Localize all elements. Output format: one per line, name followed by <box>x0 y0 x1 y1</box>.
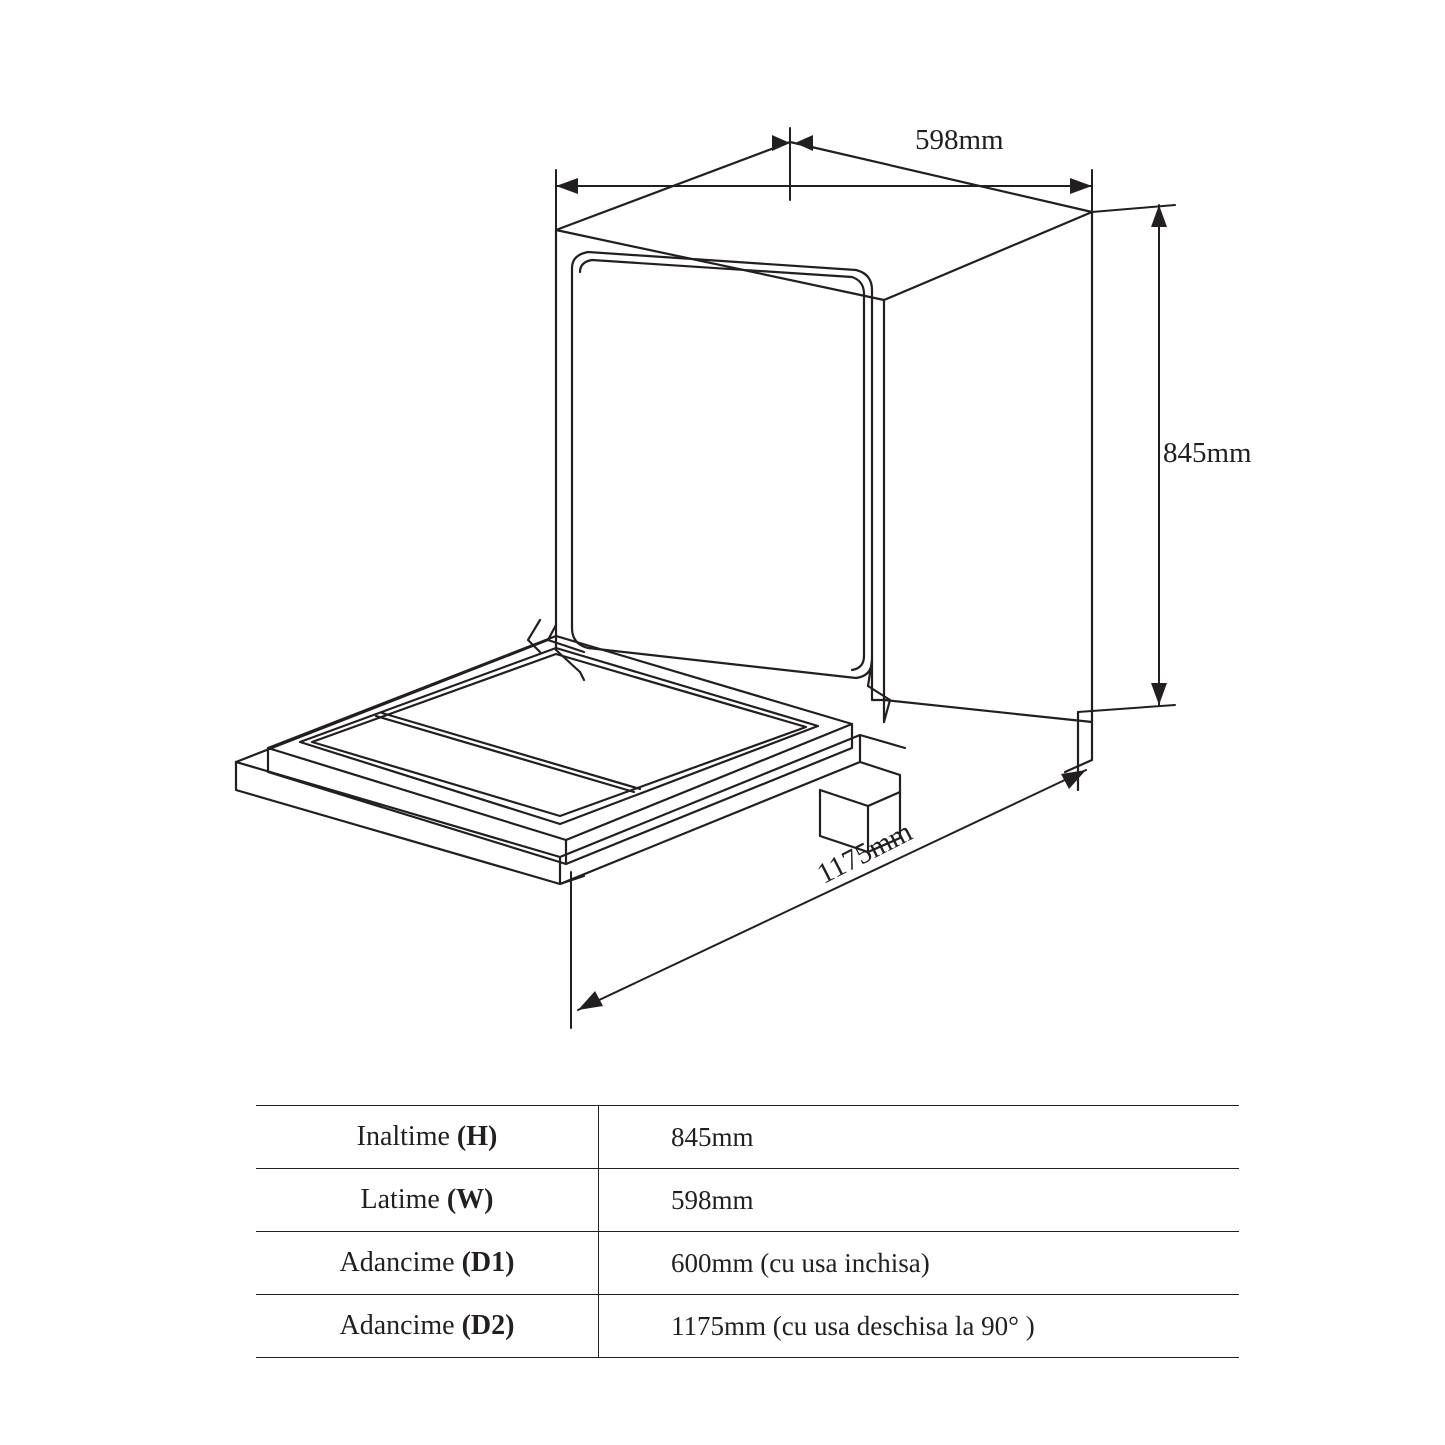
width-dimension-label: 598mm <box>915 124 1004 156</box>
spec-label: Adancime <box>339 1310 455 1341</box>
appliance-body <box>236 142 1092 884</box>
table-row <box>256 1169 1239 1232</box>
spec-code: (D2) <box>461 1310 515 1341</box>
spec-value-cell: 600mm (cu usa inchisa) <box>599 1232 1240 1295</box>
table-row <box>256 1106 1239 1169</box>
depth-dimension-label: 1175mm <box>812 815 918 891</box>
height-dimension-label: 845mm <box>1163 437 1252 469</box>
spec-label: Latime <box>360 1184 440 1215</box>
spec-code: (H) <box>456 1121 498 1152</box>
spec-label: Inaltime <box>356 1121 450 1152</box>
spec-name-cell <box>256 1232 599 1295</box>
table-row <box>256 1232 1239 1295</box>
spec-code: (D1) <box>461 1247 515 1278</box>
spec-value-cell: 1175mm (cu usa deschisa la 90° ) <box>599 1295 1240 1358</box>
spec-name-cell <box>256 1169 599 1232</box>
spec-name-cell <box>256 1295 599 1358</box>
table-row <box>256 1295 1239 1358</box>
spec-value-cell: 845mm <box>599 1106 1240 1169</box>
spec-name-cell <box>256 1106 599 1169</box>
specifications-table <box>256 1105 1239 1358</box>
spec-label: Adancime <box>339 1247 455 1278</box>
spec-code: (W) <box>446 1184 494 1215</box>
spec-value-cell: 598mm <box>599 1169 1240 1232</box>
